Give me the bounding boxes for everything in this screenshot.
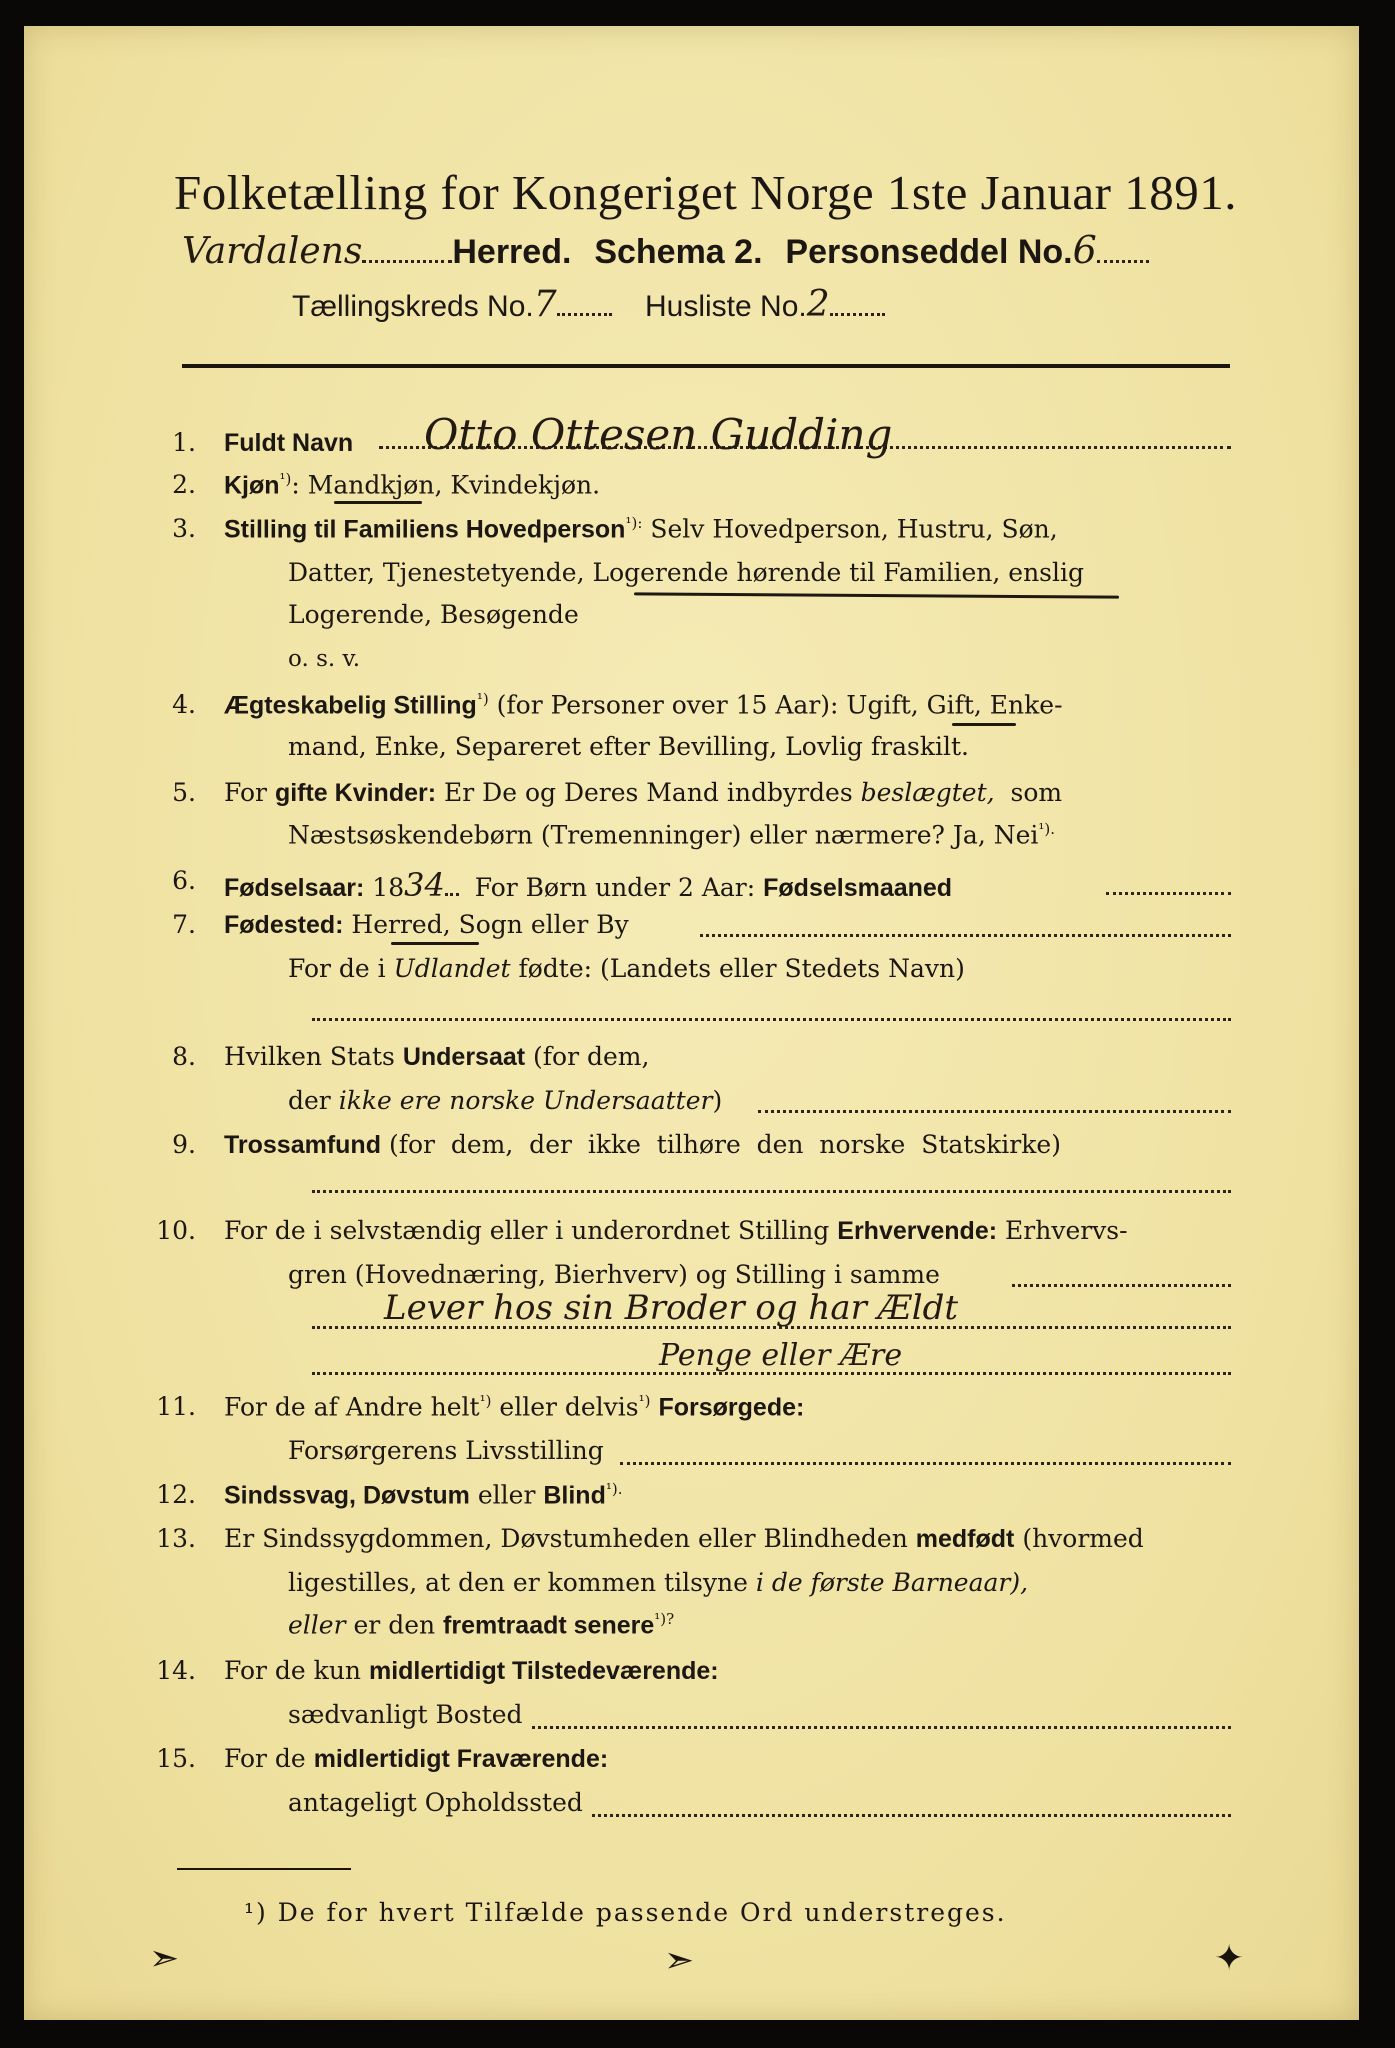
binding-mark-left-icon: ➣ (149, 1938, 180, 1979)
husliste-leader (830, 313, 885, 316)
item-5-line1b: beslægtet, (860, 778, 995, 807)
binding-mark-center-icon: ➣ (664, 1940, 695, 1981)
item-14-label: midlertidigt Tilstedeværende: (368, 1657, 719, 1685)
item-12-number: 12. (156, 1480, 196, 1509)
item-3-line1 (224, 514, 1058, 544)
item-13-line3 (288, 1610, 674, 1640)
item-12-line (224, 1480, 623, 1510)
item-12-mid: eller (477, 1480, 536, 1510)
item-8-line2a: der (288, 1086, 331, 1115)
item-11-line2: Forsørgerens Livsstilling (288, 1436, 604, 1465)
item-4-sup: ¹) (476, 690, 489, 708)
footnote: ¹) De for hvert Tilfælde passende Ord understreges. (244, 1898, 1007, 1927)
item-5-label: gifte Kvinder: (274, 779, 437, 807)
item-10-number: 10. (156, 1216, 196, 1245)
item-8-line1c: (for dem, (533, 1042, 650, 1071)
item-11-number: 11. (156, 1392, 196, 1421)
item-7-line1-text: Herred, Sogn eller By (351, 910, 629, 939)
item-7-label: Fødested: (224, 911, 344, 939)
item-3-number: 3. (172, 514, 196, 543)
item-7-number: 7. (172, 910, 196, 939)
item-15-line1 (224, 1744, 608, 1774)
item-11-leader (620, 1462, 1231, 1465)
form-title: Folketælling for Kongeriget Norge 1ste Januar 1891. (174, 165, 1237, 220)
item-3-underline-logerende (634, 592, 1119, 598)
item-10-line2: gren (Hovednæring, Bierhverv) og Stilling i samme (288, 1260, 940, 1289)
item-13-number: 13. (156, 1524, 196, 1553)
item-13-line2a: ligestilles, at den er kommen tilsyne (288, 1568, 748, 1597)
personseddel-value: 6 (1072, 228, 1097, 272)
item-11-sup1: ¹) (479, 1392, 492, 1410)
item-15-line2: antageligt Opholdssted (288, 1788, 583, 1817)
item-2-options: Mandkjøn, Kvindekjøn. (307, 470, 601, 500)
item-5-pre: For (224, 778, 267, 807)
item-6-label: Fødselsaar: (224, 874, 365, 902)
item-4-line1 (224, 690, 1063, 720)
schema-label: Schema 2. (594, 233, 763, 271)
item-15-leader (592, 1814, 1231, 1817)
item-4-number: 4. (172, 690, 196, 719)
kreds-value: 7 (533, 284, 557, 325)
item-11-sup2: ¹) (638, 1392, 651, 1410)
item-11-line1b: eller delvis (499, 1392, 639, 1422)
herred-label: Herred. (452, 233, 572, 271)
item-3-line4: o. s. v. (288, 646, 361, 672)
item-13-line1a: Er Sindssygdommen, Døvstumheden eller Blindheden (224, 1524, 908, 1553)
item-2-sup: ¹) (279, 470, 292, 488)
item-3-label: Stilling til Familiens Hovedperson (224, 515, 626, 544)
item-6-mid: For Børn under 2 Aar: (474, 873, 756, 902)
item-1-name-value: Otto Ottesen Gudding (424, 410, 893, 459)
item-13-line1c: (hvormed (1022, 1524, 1144, 1553)
item-7-leader1 (700, 934, 1231, 937)
item-15-pre: For de (224, 1744, 306, 1773)
item-8-line1b: Undersaat (402, 1043, 526, 1071)
item-5-line1c: som (1010, 778, 1063, 807)
item-2-label: Kjøn (224, 471, 280, 500)
item-14-line2: sædvanligt Bosted (288, 1700, 523, 1729)
item-15-number: 15. (156, 1744, 196, 1773)
item-5-sup: ¹). (1038, 820, 1056, 838)
item-14-leader (532, 1726, 1231, 1729)
item-11-line1c: Forsørgede: (658, 1393, 805, 1422)
item-5-line2 (288, 820, 1055, 849)
item-10-line1a: For de i selvstændig eller i underordnet Stilling (224, 1216, 830, 1245)
item-6-year-leader (445, 893, 459, 896)
item-2-number: 2. (172, 470, 196, 499)
item-13-line3a: eller (288, 1610, 346, 1640)
item-3-line1-text: Selv Hovedperson, Hustru, Søn, (650, 514, 1058, 544)
item-7-line2c: fødte: (Landets eller Stedets Navn) (518, 954, 965, 983)
item-14-pre: For de kun (224, 1656, 362, 1685)
item-10-line1b: Erhvervende: (837, 1217, 998, 1245)
item-13-line1 (224, 1524, 1144, 1554)
item-15-label: midlertidigt Fraværende: (313, 1745, 609, 1773)
binding-mark-right-icon: ✦ (1214, 1938, 1245, 1979)
item-7-line1 (224, 910, 629, 940)
item-9-number: 9. (172, 1130, 196, 1159)
item-7-line2 (288, 954, 965, 983)
item-5-line1 (224, 778, 1062, 808)
item-2-line: Kjøn$^{^1)}$: Mandkjøn, Kvindekjøn. (224, 470, 601, 500)
footnote-rule (177, 1868, 351, 1870)
item-1-number: 1. (172, 428, 196, 457)
item-13-line3b: er den (353, 1610, 436, 1640)
item-7-line2b: Udlandet (393, 954, 511, 983)
item-9-label: Trossamfund (224, 1131, 381, 1159)
item-10-occupation-value1: Lever hos sin Broder og har Ældt (384, 1288, 958, 1328)
item-12-label: Sindssvag, Døvstum (224, 1481, 470, 1510)
item-6-label2: Fødselsmaaned (763, 874, 953, 902)
item-12-label2: Blind (543, 1481, 606, 1510)
item-11-line1a: For de af Andre helt (224, 1392, 480, 1422)
item-4-label: Ægteskabelig Stilling (224, 691, 477, 720)
item-5-number: 5. (172, 778, 196, 807)
item-13-line3c: fremtraadt senere (443, 1611, 655, 1640)
header-rule (182, 364, 1230, 368)
item-1-label-wrap (224, 428, 353, 458)
item-14-line1 (224, 1656, 719, 1686)
herred-line (182, 228, 1149, 272)
husliste-label: Husliste No. (645, 290, 807, 323)
item-9-text: (for dem, der ikke tilhøre den norske Statskirke) (388, 1130, 1061, 1159)
item-13-line2 (288, 1568, 1028, 1597)
kreds-label: Tællingskreds No. (292, 290, 534, 323)
kreds-line (292, 284, 885, 325)
item-9-line (224, 1130, 1061, 1160)
item-11-line1 (224, 1392, 804, 1422)
item-13-line2b: i de første Barneaar), (755, 1568, 1029, 1597)
herred-value: Vardalens (182, 231, 363, 272)
item-14-number: 14. (156, 1656, 196, 1685)
item-7-leader2 (312, 1018, 1231, 1021)
item-7-underline-herred (391, 942, 479, 945)
item-4-line2: mand, Enke, Separeret efter Bevilling, Lovlig fraskilt. (288, 732, 969, 761)
item-4-line1-text: (for Personer over 15 Aar): Ugift, Gift, Enke- (496, 690, 1063, 720)
item-8-line2: der ikke ere norske Undersaatter) (288, 1086, 723, 1115)
item-5-line2-text: Næstsøskendebørn (Tremenninger) eller nærmere? Ja, Nei (288, 820, 1039, 850)
item-7-line2a: For de i (288, 954, 386, 983)
item-10-line1c: Erhvervs- (1005, 1216, 1128, 1245)
kreds-leader (557, 313, 612, 316)
item-10-occupation-value2: Penge eller Ære (659, 1338, 903, 1373)
personseddel-label: Personseddel No. (785, 233, 1073, 271)
item-6-prefix: 18 (372, 873, 405, 902)
item-3-line2: Datter, Tjenestetyende, Logerende hørende til Familien, enslig (288, 558, 1085, 587)
item-8-leader (758, 1110, 1231, 1113)
item-13-sup: ¹)? (654, 1610, 675, 1628)
herred-leader (362, 260, 452, 263)
item-8-line2b: ikke ere norske Undersaatter (338, 1086, 713, 1115)
item-8-line1a: Hvilken Stats (224, 1042, 395, 1071)
item-8-number: 8. (172, 1042, 196, 1071)
item-3-line3: Logerende, Besøgende (288, 600, 579, 629)
item-6-month-leader (1106, 892, 1231, 895)
item-10-line1 (224, 1216, 1128, 1246)
item-3-sup: ¹): (625, 514, 643, 532)
item-12-sup: ¹). (605, 1480, 623, 1498)
item-6-number: 6. (172, 866, 196, 895)
census-form-sheet (24, 26, 1359, 2020)
item-8-line1 (224, 1042, 649, 1072)
item-6-year-value: 34 (404, 866, 445, 904)
personseddel-leader (1097, 260, 1149, 263)
item-13-line1b: medfødt (915, 1525, 1015, 1553)
item-2-underline-mandkjon (334, 501, 422, 504)
item-6-line (224, 866, 952, 904)
item-4-underline-ugift (952, 723, 1016, 726)
husliste-value: 2 (806, 284, 830, 325)
item-10-leader1 (1012, 1284, 1231, 1287)
item-9-leader (312, 1190, 1231, 1193)
item-5-line1a: Er De og Deres Mand indbyrdes (444, 778, 853, 807)
item-1-label: Fuldt Navn (224, 429, 354, 457)
